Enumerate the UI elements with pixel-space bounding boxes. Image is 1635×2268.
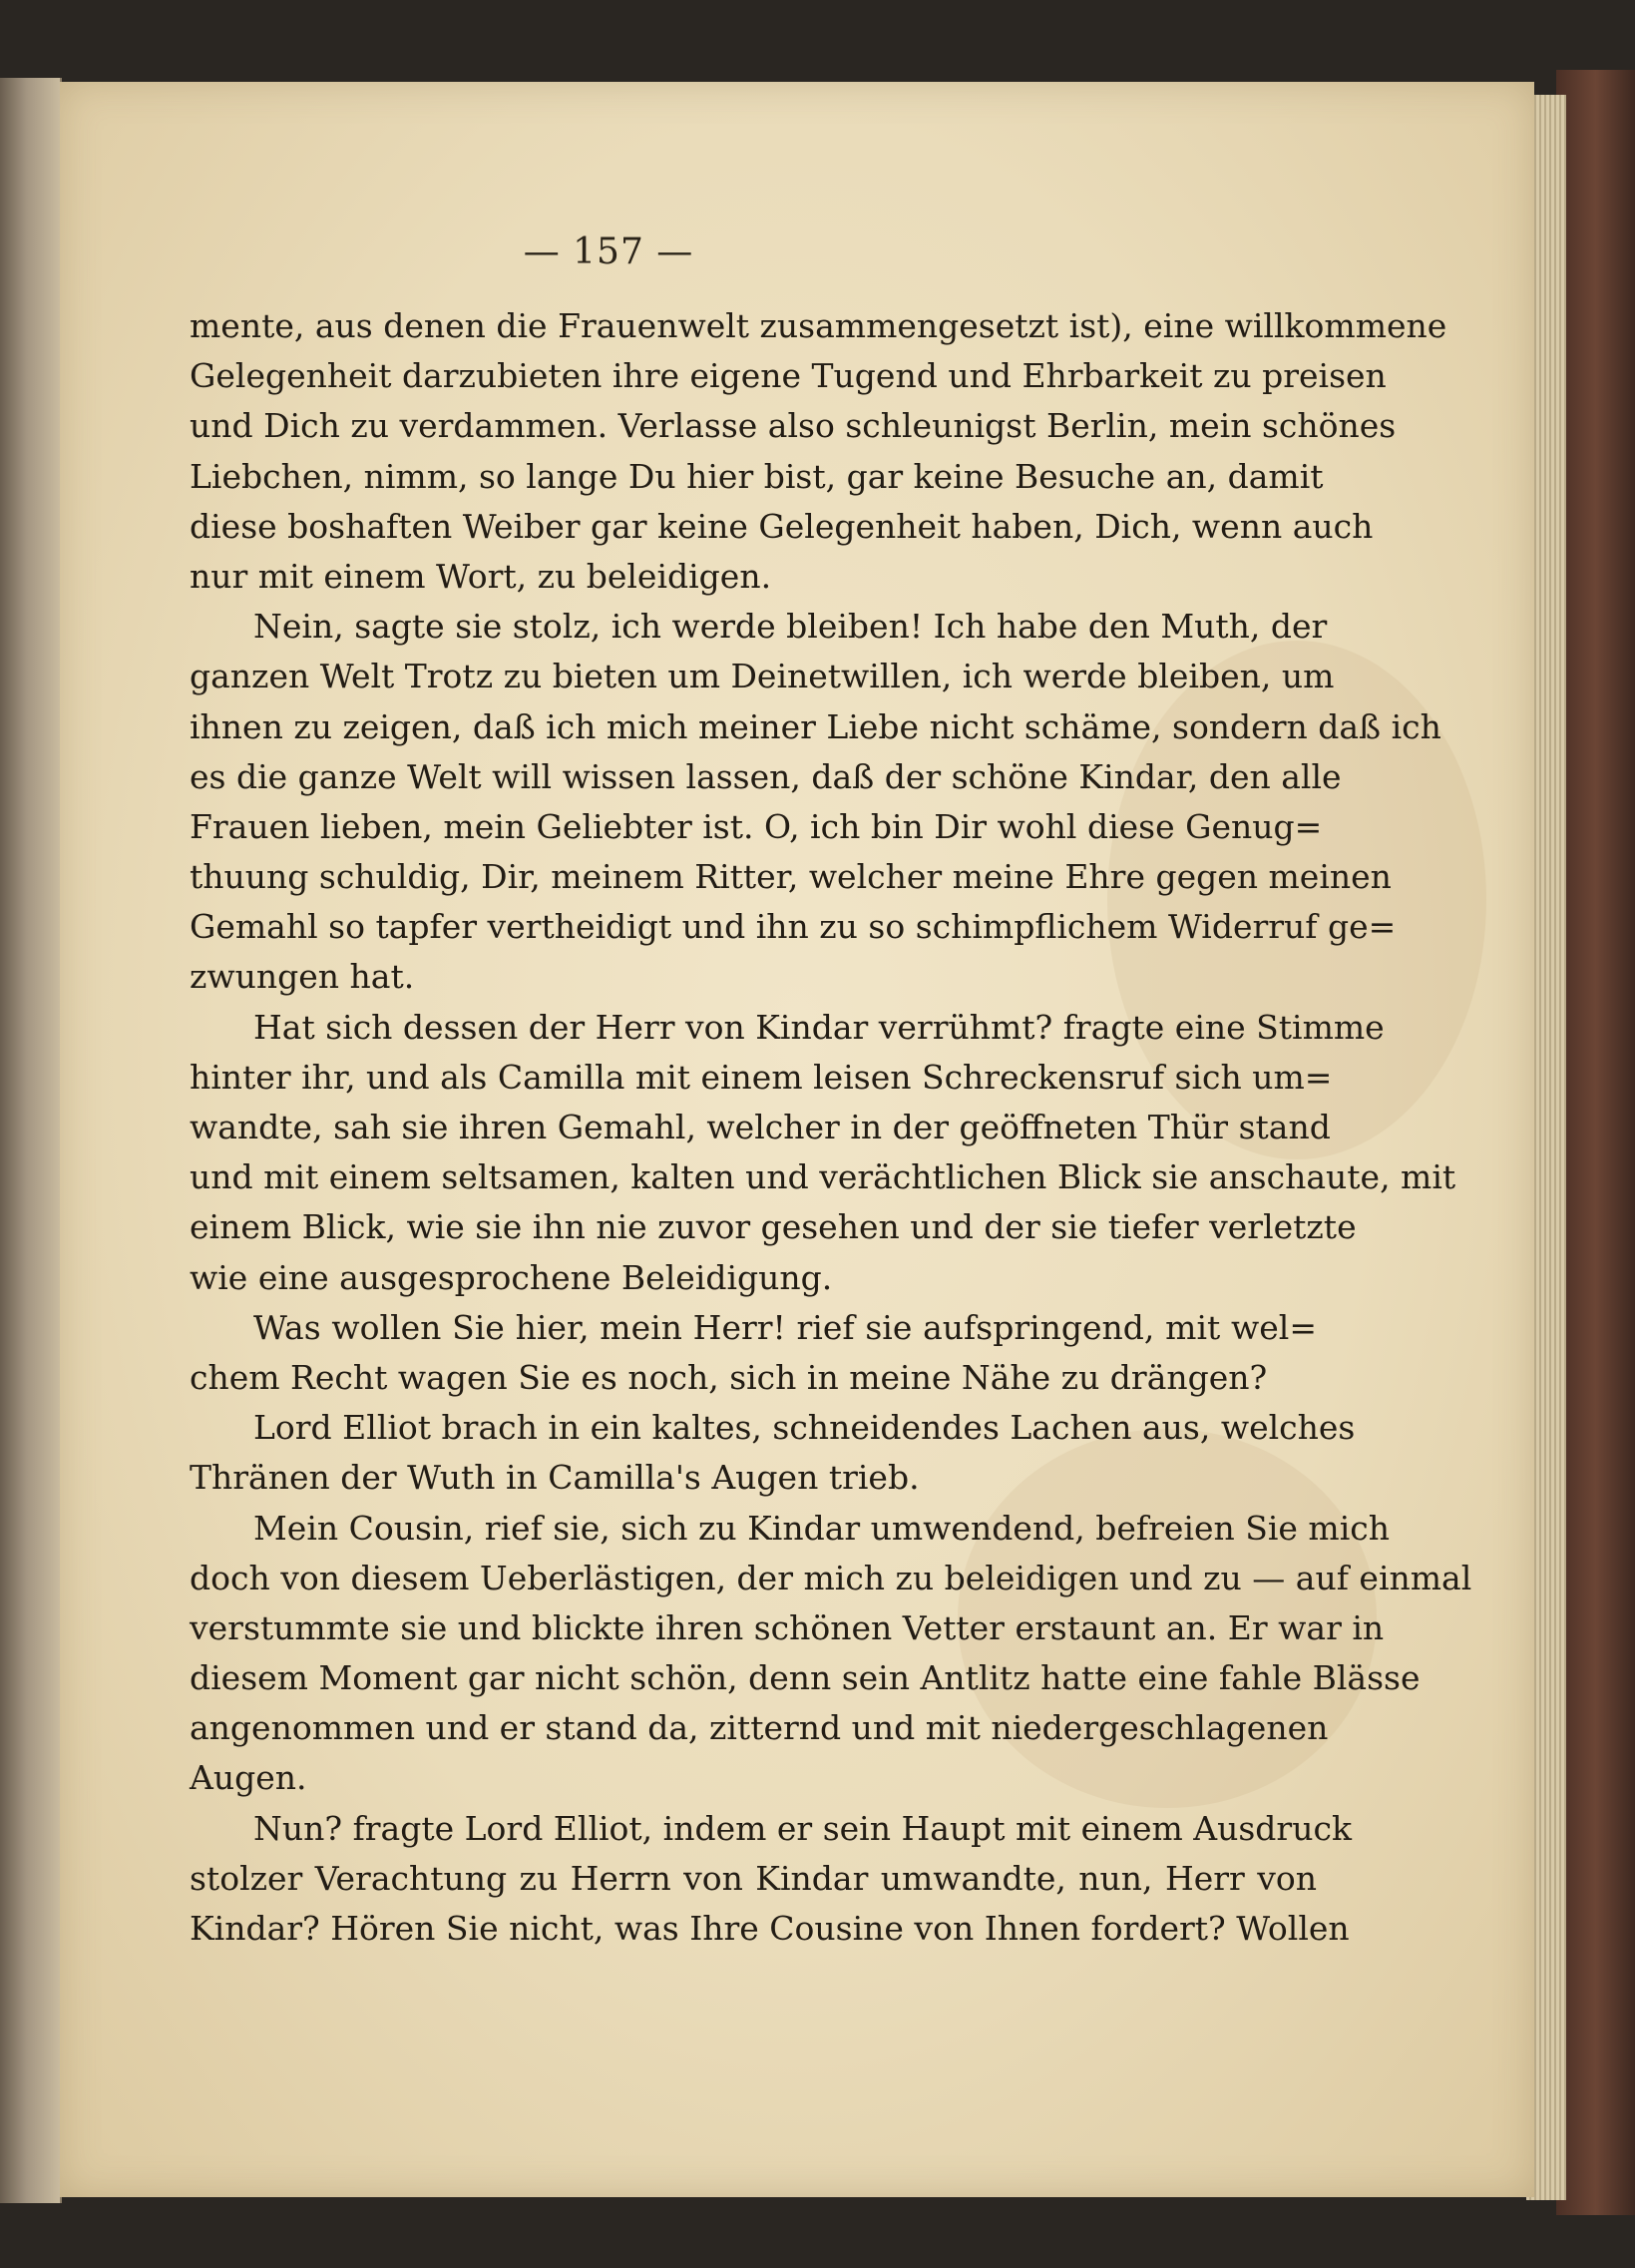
text-line: stolzer Verachtung zu Herrn von Kindar umwandte, nun, Herr von xyxy=(190,1858,1317,1898)
text-line: wie eine ausgesprochene Beleidigung. xyxy=(190,1257,833,1297)
text-line: Nein, sagte sie stolz, ich werde bleiben! Ich habe den Muth, der xyxy=(253,607,1328,647)
page-body-text xyxy=(190,301,1472,1954)
text-line: diesem Moment gar nicht schön, denn sein Antlitz hatte eine fahle Blässe xyxy=(190,1658,1421,1698)
text-line: verstummte sie und blickte ihren schönen Vetter erstaunt an. Er war in xyxy=(190,1607,1385,1647)
text-line: chem Recht wagen Sie es noch, sich in meine Nähe zu drängen? xyxy=(190,1357,1268,1397)
text-line: mente, aus denen die Frauenwelt zusammengesetzt ist), eine willkommene xyxy=(190,306,1447,345)
text-line: ihnen zu zeigen, daß ich mich meiner Liebe nicht schäme, sondern daß ich xyxy=(190,706,1441,746)
text-line: Hat sich dessen der Herr von Kindar verrühmt? fragte eine Stimme xyxy=(253,1007,1385,1047)
text-line: Gemahl so tapfer vertheidigt und ihn zu so schimpflichem Widerruf ge= xyxy=(190,907,1397,947)
book-cover-edge xyxy=(1556,70,1635,2215)
text-line: Thränen der Wuth in Camilla's Augen trieb. xyxy=(190,1458,920,1498)
text-line: Nun? fragte Lord Elliot, indem er sein Haupt mit einem Ausdruck xyxy=(253,1808,1352,1848)
text-line: Kindar? Hören Sie nicht, was Ihre Cousine von Ihnen fordert? Wollen xyxy=(190,1909,1350,1948)
text-line: Frauen lieben, mein Geliebter ist. O, ich bin Dir wohl diese Genug= xyxy=(190,806,1323,846)
text-line: einem Blick, wie sie ihn nie zuvor gesehen und der sie tiefer verletzte xyxy=(190,1207,1357,1247)
left-page-edge xyxy=(0,78,62,2203)
text-line: hinter ihr, und als Camilla mit einem leisen Schreckensruf sich um= xyxy=(190,1057,1333,1097)
text-line: diese boshaften Weiber gar keine Gelegenheit haben, Dich, wenn auch xyxy=(190,506,1374,546)
text-line: zwungen hat. xyxy=(190,957,415,997)
text-line: thuung schuldig, Dir, meinem Ritter, welcher meine Ehre gegen meinen xyxy=(190,857,1392,897)
text-line: Augen. xyxy=(190,1758,307,1798)
text-line: ganzen Welt Trotz zu bieten um Deinetwillen, ich werde bleiben, um xyxy=(190,657,1335,696)
page-number: — 157 — xyxy=(523,231,694,272)
text-line: und Dich zu verdammen. Verlasse also schleunigst Berlin, mein schönes xyxy=(190,406,1397,446)
text-line: doch von diesem Ueberlästigen, der mich zu beleidigen und zu — auf einmal xyxy=(190,1558,1472,1597)
text-line: angenommen und er stand da, zitternd und mit niedergeschlagenen xyxy=(190,1708,1329,1748)
text-line: nur mit einem Wort, zu beleidigen. xyxy=(190,556,772,596)
text-line: Liebchen, nimm, so lange Du hier bist, gar keine Besuche an, damit xyxy=(190,456,1324,496)
text-line: und mit einem seltsamen, kalten und verächtlichen Blick sie anschaute, mit xyxy=(190,1157,1456,1197)
text-line: wandte, sah sie ihren Gemahl, welcher in der geöffneten Thür stand xyxy=(190,1108,1331,1146)
text-line: Gelegenheit darzubieten ihre eigene Tugend und Ehrbarkeit zu preisen xyxy=(190,356,1387,396)
text-line: Mein Cousin, rief sie, sich zu Kindar umwendend, befreien Sie mich xyxy=(253,1508,1390,1548)
text-line: es die ganze Welt will wissen lassen, daß der schöne Kindar, den alle xyxy=(190,756,1342,796)
text-line: Was wollen Sie hier, mein Herr! rief sie aufspringend, mit wel= xyxy=(253,1307,1317,1347)
text-line: Lord Elliot brach in ein kaltes, schneidendes Lachen aus, welches xyxy=(253,1408,1356,1448)
